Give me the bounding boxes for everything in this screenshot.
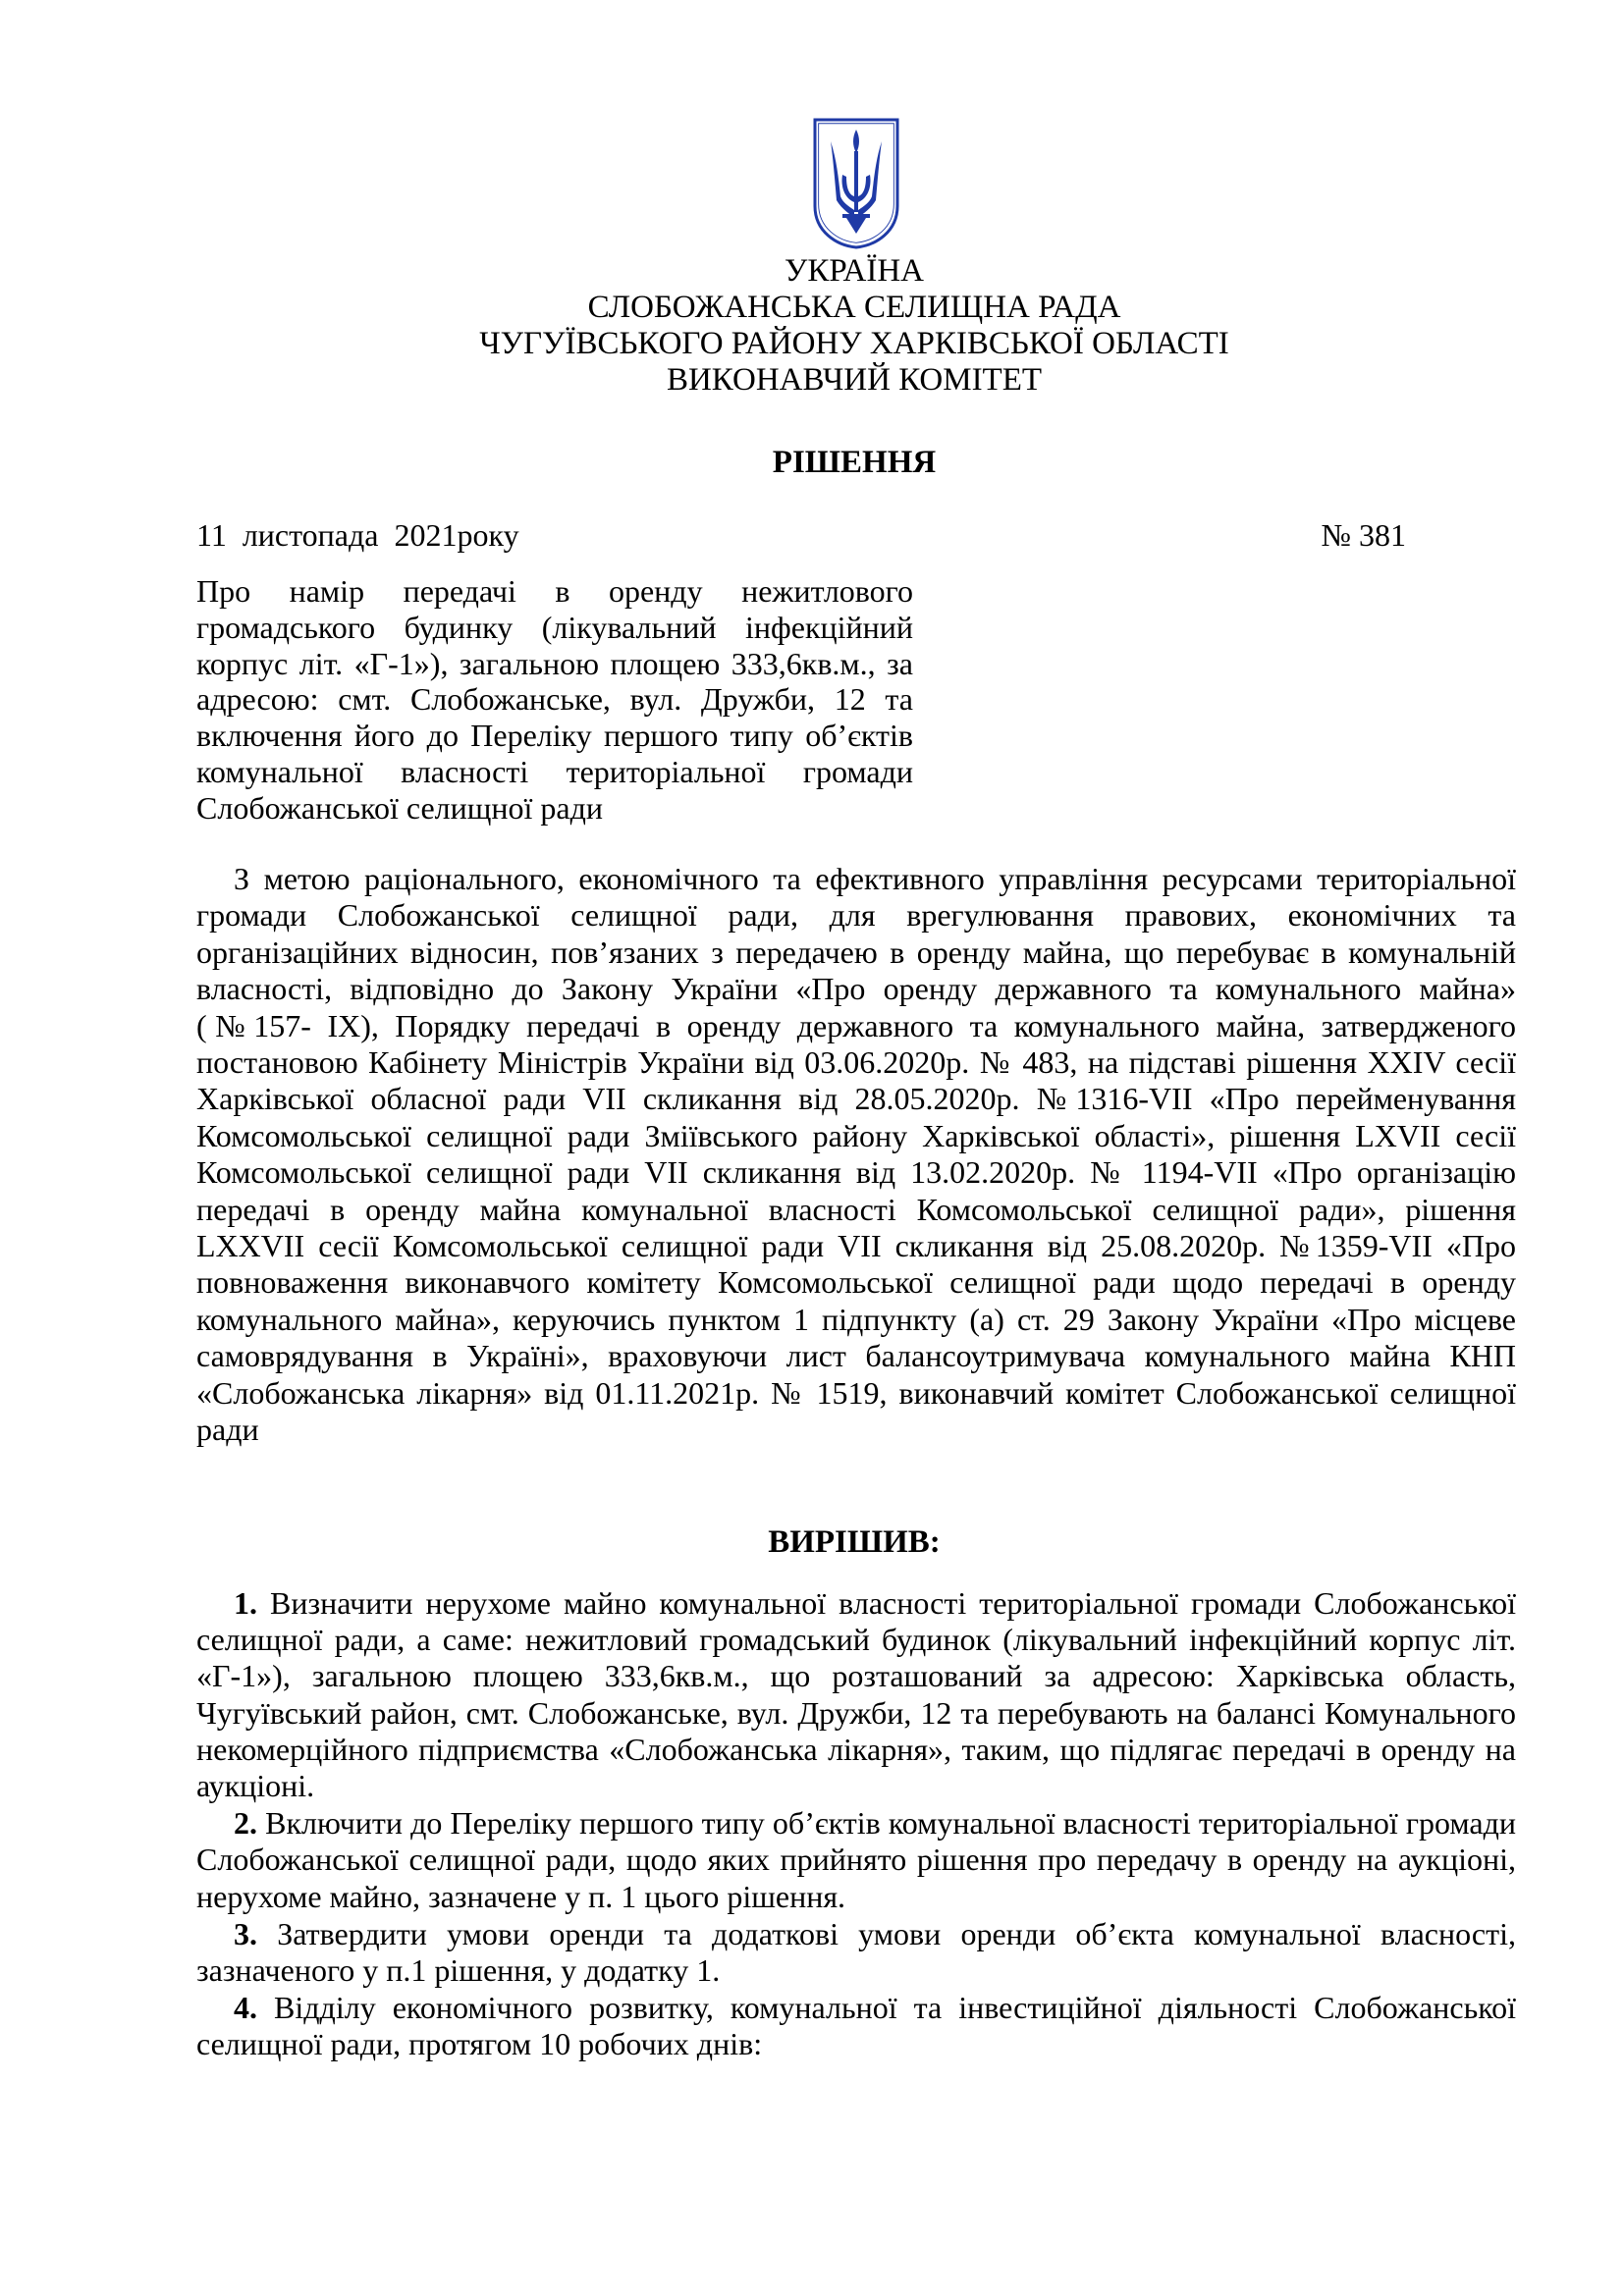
document-type: РІШЕННЯ [772,445,937,480]
resolution-items [196,1585,1516,2064]
item-number: 4. [234,1990,257,2026]
document-subject: Про намір передачі в оренду нежитлового громадського будинку (лікувальний інфекційний корпус літ. «Г-1»), загальною площею 333,6кв.м., за адресою: смт. Слобожанське, вул. Дружби, 12 та включення його до Переліку першого типу об’єктів комунальної власності територіальної громади Слобожанської селищної ради [196,573,913,826]
resolution-item-3 [196,1916,1516,1989]
coat-of-arms-icon [811,116,901,251]
header-committee: ВИКОНАВЧИЙ КОМІТЕТ [666,362,1043,398]
document-preamble: З метою раціонального, економічного та ефективного управління ресурсами територіальної громади Слобожанської селищної ради, для врегулювання правових, економічних та організаційних відносин, пов’язаних з передачею в оренду майна, що перебуває в комунальній власності, відповідно до Закону України «Про оренду державного та комунального майна» (№157- IX), Порядку передачі в оренду державного та комунального майна, затвердженого постановою Кабінету Міністрів України від 03.06.2020р. № 483, на підставі рішення XXIV сесії Харківської обласної ради VII скликання від 28.05.2020р. №1316-VII «Про перейменування Комсомольської селищної ради Зміївського району Харківської області», рішення LXVII сесії Комсомольської селищної ради VII скликання від 13.02.2020р. № 1194-VII «Про організацію передачі в оренду майна комунальної власності Комсомольської селищної ради», рішення LXXVII сесії Комсомольської селищної ради VII скликання від 25.08.2020р. №1359-VII «Про повноваження виконавчого комітету Комсомольської селищної ради щодо передачі в оренду комунального майна», керуючись пунктом 1 підпункту (а) ст. 29 Закону України «Про місцеве самоврядування в Україні», враховуючи лист балансоутримувача комунального майна КНП «Слобожанська лікарня» від 01.11.2021р. № 1519, виконавчий комітет Слобожанської селищної ради [196,861,1516,1448]
header-district: ЧУГУЇВСЬКОГО РАЙОНУ ХАРКІВСЬКОЇ ОБЛАСТІ [479,326,1229,361]
item-text: Визначити нерухоме майно комунальної власності територіальної громади Слобожанської селищної ради, а саме: нежитловий громадський будинок (лікувальний інфекційний корпус літ. «Г-1»), загальною площею 333,6кв.м., що розташований за адресою: Харківська область, Чугуївський район, смт. Слобожанське, вул. Дружби, 12 та перебувають на балансі Комунального некомерційного підприємства «Слобожанська лікарня», таким, що підлягає передачі в оренду на аукціоні. [196,1585,1517,1804]
header-council: СЛОБОЖАНСЬКА СЕЛИЩНА РАДА [587,290,1121,325]
document-number: № 381 [1321,517,1406,553]
resolved-heading: ВИРІШИВ: [768,1524,941,1560]
item-text: Включити до Переліку першого типу об’єктів комунальної власності територіальної громади Слобожанської селищної ради, щодо яких прийнято рішення про передачу в оренду на аукціоні, нерухоме майно, зазначене у п. 1 цього рішення. [196,1805,1517,1914]
resolution-item-1 [196,1585,1516,1804]
document-header [196,253,1512,399]
item-number: 3. [234,1915,257,1951]
item-number: 1. [234,1585,257,1621]
resolution-item-2 [196,1805,1516,1915]
item-number: 2. [234,1805,257,1842]
item-text: Затвердити умови оренди та додаткові умови оренди об’єкта комунальної власності, зазначеного у п.1 рішення, у додатку 1. [196,1915,1517,1989]
item-text: Відділу економічного розвитку, комунальної та інвестиційної діяльності Слобожанської селищної ради, протягом 10 робочих днів: [196,1990,1517,2062]
document-date: 11 листопада 2021року [196,517,519,553]
resolution-item-4 [196,1990,1516,2062]
header-country: УКРАЇНА [785,253,924,289]
